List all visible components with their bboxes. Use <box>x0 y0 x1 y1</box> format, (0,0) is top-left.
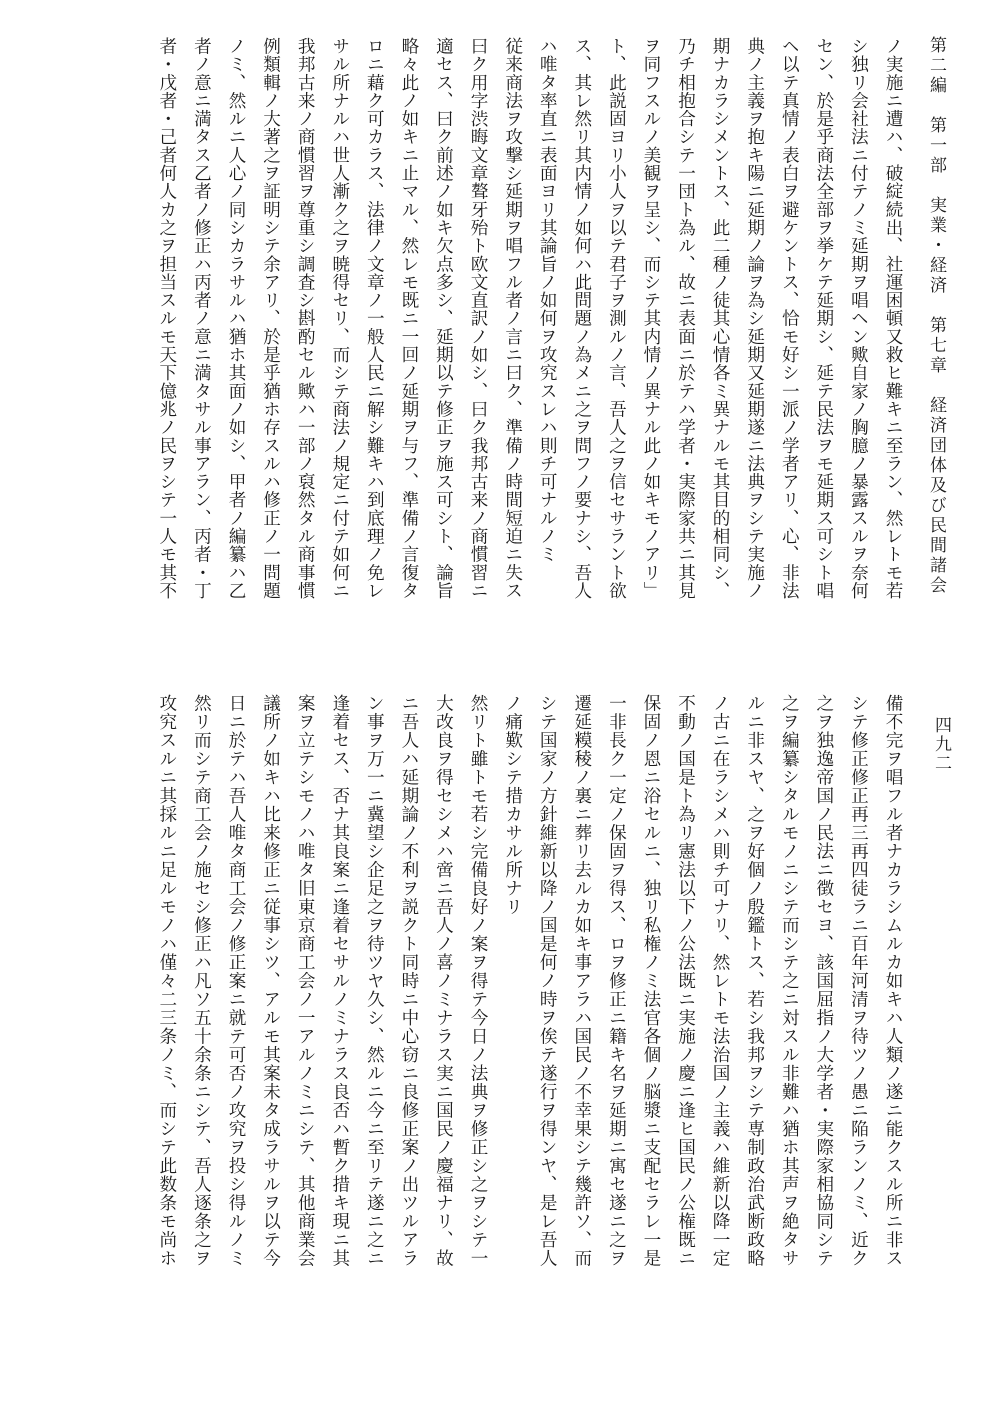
text-column: 保固ノ恩ニ浴セルニ、独リ私権ノミ法官各個ノ脳漿ニ支配セラレ一是 <box>640 694 661 1268</box>
text-column: 乃チ相抱合シテ一団ト為ル、故ニ表面ニ於テハ学者・実際家共ニ其見 <box>675 37 696 600</box>
text-column: 一非長ク一定ノ保固ヲ得ス、ロヲ修正ニ籍キ名ヲ延期ニ寓セ遂ニ之ヲ <box>606 694 627 1268</box>
text-column: 逢着セス、否ナ其良案ニ逢着セサルノミナラス良否ハ暫ク措キ現ニ其 <box>329 694 350 1268</box>
text-column: 遷延糢稜ノ裏ニ葬リ去ルカ如キ事アラハ国民ノ不幸果シテ幾許ソ、而 <box>571 694 592 1268</box>
text-column: 略々此ノ如キニ止マル、然レモ既ニ一回ノ延期ヲ与フ、準備ノ言復タ <box>398 37 419 600</box>
text-column: ノ実施ニ遭ハ、破綻続出、社運困頓又救ヒ難キニ至ラン、然レトモ若 <box>883 37 903 600</box>
text-column: 然リト雖トモ若シ完備良好ノ案ヲ得テ今日ノ法典ヲ修正シ之ヲシテ一 <box>468 694 489 1268</box>
text-column: 之ヲ編纂シタルモノニシテ而シテ之ニ対スル非難ハ猶ホ其声ヲ絶タサ <box>779 694 800 1268</box>
upper-text-block <box>80 37 910 647</box>
text-column: 備不完ヲ唱フル者ナカラシムルカ如キハ人類ノ遂ニ能クスル所ニ非ス <box>883 694 903 1268</box>
text-column: ヘ以テ真情ノ表白ヲ避ケントス、恰モ好シ一派ノ学者アリ、心、非法 <box>779 37 800 600</box>
text-column: 従来商法ヲ攻撃シ延期ヲ唱フル者ノ言ニ曰ク、準備ノ時間短迫ニ失ス <box>502 37 523 600</box>
text-column: ヲ同フスルノ美観ヲ呈シ、而シテ其内情ノ異ナル此ノ如キモノアリ」 <box>640 37 661 600</box>
text-column: ト、此説固ヨリ小人ヲ以テ君子ヲ測ルノ言、吾人之ヲ信セサラント欲 <box>606 37 627 600</box>
text-column: シテ修正修正再三再四徒ラニ百年河清ヲ待ツノ愚ニ陥ランノミ、近ク <box>848 694 869 1268</box>
text-column: ロニ藉ク可カラス、法律ノ文章ノ一般人民ニ解シ難キハ到底理ノ免レ <box>364 37 385 600</box>
text-column: 期ナカラシメントス、此二種ノ徒其心情各ミ異ナルモ其目的相同シ、 <box>710 37 731 600</box>
running-head: 第二編 第一部 実業・経済 第七章 経済団体及び民間諸会 <box>926 36 946 596</box>
text-column: 我邦古来ノ商慣習ヲ尊重シ調査シ斟酌セル歟ハ一部ノ裒然タル商事慣 <box>295 37 316 600</box>
lower-text-block <box>80 694 910 1374</box>
text-column: 之ヲ独逸帝国ノ民法ニ徴セヨ、該国屈指ノ大学者・実際家相協同シテ <box>813 694 834 1268</box>
text-column: ルニ非スヤ、之ヲ好個ノ殷鑑トス、若シ我邦ヲシテ専制政治武断政略 <box>744 694 765 1268</box>
text-column: 適セス、曰ク前述ノ如キ欠点多シ、延期以テ修正ヲ施ス可シト、論旨 <box>433 37 454 600</box>
text-column: ノ古ニ在ラシメハ則チ可ナリ、然レトモ法治国ノ主義ハ維新以降一定 <box>710 694 731 1268</box>
page-number: 四九二 <box>931 716 951 773</box>
text-column: セン、於是乎商法全部ヲ挙ケテ延期シ、延テ民法ヲモ延期ス可シト唱 <box>813 37 834 600</box>
text-column: ス、其レ然リ其内情ノ如何ハ此問題ノ為メニ之ヲ問フノ要ナシ、吾人 <box>571 37 592 600</box>
text-column: 曰ク用字渋晦文章聱牙殆ト欧文直訳ノ如シ、曰ク我邦古来ノ商慣習ニ <box>468 37 489 600</box>
text-column: 例類輯ノ大著之ヲ証明シテ余アリ、於是乎猶ホ存スルハ修正ノ一問題 <box>260 37 281 600</box>
text-column: ン事ヲ万一ニ冀望シ企足之ヲ待ツヤ久シ、然ルニ今ニ至リテ遂ニ之ニ <box>364 694 385 1268</box>
text-column: 議所ノ如キハ比来修正ニ従事シツ、アルモ其案未タ成ラサルヲ以テ今 <box>260 694 281 1268</box>
text-column: 者ノ意ニ満タス乙者ノ修正ハ丙者ノ意ニ満タサル事アラン、丙者・丁 <box>191 37 212 600</box>
text-column: 日ニ於テハ吾人唯タ商工会ノ修正案ニ就テ可否ノ攻究ヲ投シ得ルノミ <box>226 694 247 1268</box>
text-column: 大改良ヲ得セシメハ啻ニ吾人ノ喜ノミナラス実ニ国民ノ慶福ナリ、故 <box>433 694 454 1268</box>
text-column: シテ国家ノ方針維新以降ノ国是何ノ時ヲ俟テ遂行ヲ得ンヤ、是レ吾人 <box>537 694 558 1268</box>
text-column: ノ痛歎シテ措カサル所ナリ <box>502 694 523 916</box>
text-column: 不動ノ国是ト為リ憲法以下ノ公法既ニ実施ノ慶ニ逢ヒ国民ノ公権既ニ <box>675 694 696 1268</box>
text-column: サル所ナルハ世人漸ク之ヲ暁得セリ、而シテ商法ノ規定ニ付テ如何ニ <box>329 37 350 600</box>
text-column: シ独リ会社法ニ付テノミ延期ヲ唱ヘン歟自家ノ胸臆ノ暴露スルヲ奈何 <box>848 37 869 600</box>
text-column: ハ唯タ率直ニ表面ヨリ其論旨ノ如何ヲ攻究スレハ則チ可ナルノミ <box>537 37 558 564</box>
text-column: ニ吾人ハ延期論ノ不利ヲ説クト同時ニ中心窃ニ良修正案ノ出ツルアラ <box>398 694 419 1268</box>
text-column: ノミ、然ルニ人心ノ同シカラサルハ猶ホ其面ノ如シ、甲者ノ編纂ハ乙 <box>226 37 247 600</box>
text-column: 攻究スルニ其採ルニ足ルモノハ僅々二三条ノミ、而シテ此数条モ尚ホ <box>156 694 177 1268</box>
text-column: 者・戊者・己者何人カ之ヲ担当スルモ天下億兆ノ民ヲシテ一人モ其不 <box>156 37 177 600</box>
text-column: 然リ而シテ商工会ノ施セシ修正ハ凡ソ五十余条ニシテ、吾人逐条之ヲ <box>191 694 212 1268</box>
text-column: 案ヲ立テシモノハ唯タ旧東京商工会ノ一アルノミニシテ、其他商業会 <box>295 694 316 1268</box>
text-column: 典ノ主義ヲ抱キ陽ニ延期ノ論ヲ為シ延期又延期遂ニ法典ヲシテ実施ノ <box>744 37 765 600</box>
